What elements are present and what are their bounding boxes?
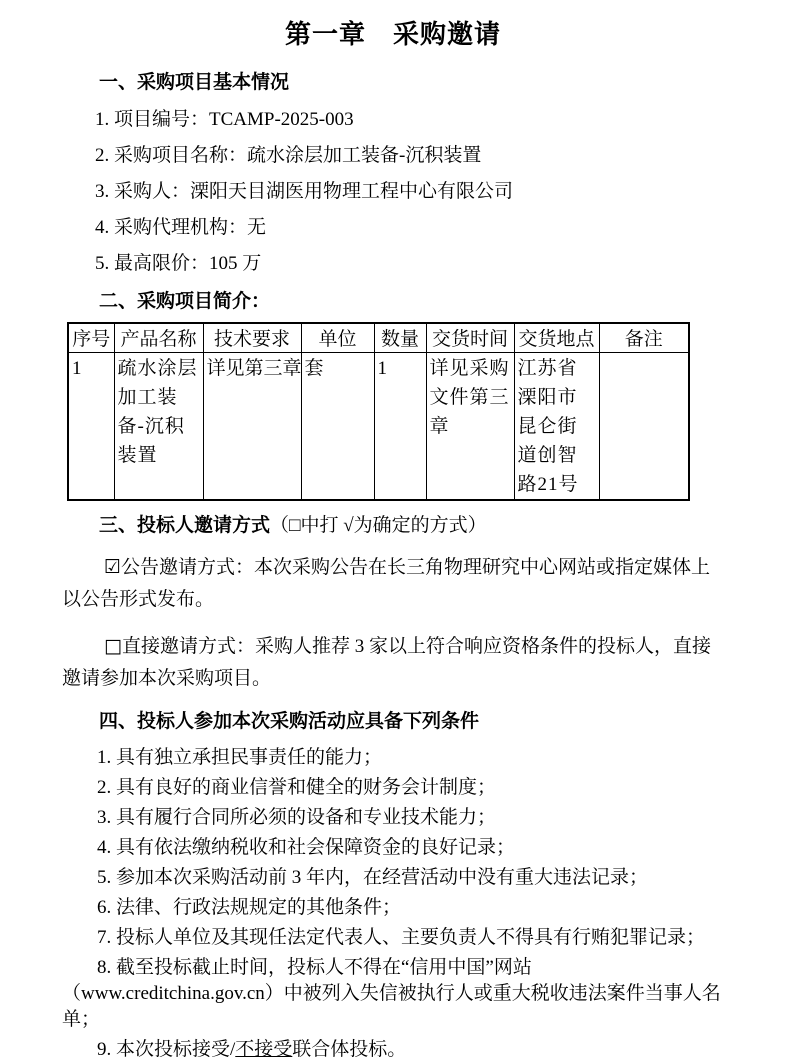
unchecked-checkbox-icon: □ [104, 634, 122, 657]
cell-delivery-place: 江苏省溧阳市昆仑街道创智路21号 [514, 352, 599, 500]
section1-heading: 一、采购项目基本情况 [99, 72, 290, 93]
price-limit-item: 5. 最高限价：105 万 [95, 253, 262, 274]
condition-item: 7. 投标人单位及其现任法定代表人、主要负责人不得具有行贿犯罪记录； [97, 926, 706, 948]
condition-item: 3. 具有履行合同所必须的设备和专业技术能力； [97, 806, 497, 828]
condition-item: 4. 具有依法缴纳税收和社会保障资金的良好记录； [97, 836, 516, 858]
header-unit: 单位 [301, 323, 374, 352]
table-header-row [68, 323, 689, 352]
announcement-invitation-text: 公告邀请方式：本次采购公告在长三角物理研究中心网站或指定媒体上以公告形式发布。 [62, 556, 711, 610]
table-row [68, 352, 689, 500]
condition-item: 5. 参加本次采购活动前 3 年内，在经营活动中没有重大违法记录； [97, 866, 649, 888]
project-number-item: 1. 项目编号：TCAMP-2025-003 [95, 109, 354, 130]
project-name-item: 2. 采购项目名称：疏水涂层加工装备-沉积装置 [95, 145, 482, 166]
condition-item: 6. 法律、行政法规规定的其他条件； [97, 896, 402, 918]
announcement-invitation-paragraph [62, 551, 724, 616]
condition-item: 2. 具有良好的商业信誉和健全的财务会计制度； [97, 776, 497, 798]
procurement-table [67, 322, 690, 501]
header-qty: 数量 [374, 323, 426, 352]
cell-product: 疏水涂层加工装备-沉积装置 [114, 352, 203, 500]
direct-invitation-text: 直接邀请方式：采购人推荐 3 家以上符合响应资格条件的投标人，直接邀请参加本次采购项目。 [62, 635, 711, 689]
purchaser-item: 3. 采购人：溧阳天目湖医用物理工程中心有限公司 [95, 181, 514, 202]
checked-checkbox-icon: ☑ [104, 555, 122, 578]
header-delivery-place: 交货地点 [514, 323, 599, 352]
direct-invitation-paragraph [62, 630, 724, 695]
section2-heading: 二、采购项目简介： [99, 291, 271, 312]
header-tech: 技术要求 [203, 323, 301, 352]
section3-heading-note: （□中打 √为确定的方式） [270, 514, 487, 536]
header-product: 产品名称 [114, 323, 203, 352]
cell-tech: 详见第三章 [203, 352, 301, 500]
section3-heading-main: 三、投标人邀请方式 [99, 514, 271, 536]
cell-seq: 1 [68, 352, 114, 500]
header-delivery-time: 交货时间 [426, 323, 514, 352]
page-title: 第一章 采购邀请 [284, 20, 501, 49]
section4-heading: 四、投标人参加本次采购活动应具备下列条件 [99, 710, 480, 732]
section3-heading [62, 515, 724, 537]
header-remark: 备注 [599, 323, 689, 352]
condition-item: 1. 具有独立承担民事责任的能力； [97, 746, 383, 768]
cell-delivery-time: 详见采购文件第三章 [426, 352, 514, 500]
header-seq: 序号 [68, 323, 114, 352]
cell-remark [599, 352, 689, 500]
condition-item: 8. 截至投标截止时间，投标人不得在“信用中国”网站（www.creditchina.gov.cn）中被列入失信被执行人或重大税收违法案件当事人名单； [62, 956, 721, 1030]
agency-item: 4. 采购代理机构：无 [95, 217, 267, 238]
condition-item-9 [62, 1037, 724, 1063]
cell-unit: 套 [301, 352, 374, 500]
condition-9-suffix: 联合体投标。 [292, 1038, 407, 1060]
condition-9-underlined: 不接受 [235, 1038, 293, 1060]
condition-9-prefix: 9. 本次投标接受/ [97, 1038, 236, 1060]
cell-qty: 1 [374, 352, 426, 500]
